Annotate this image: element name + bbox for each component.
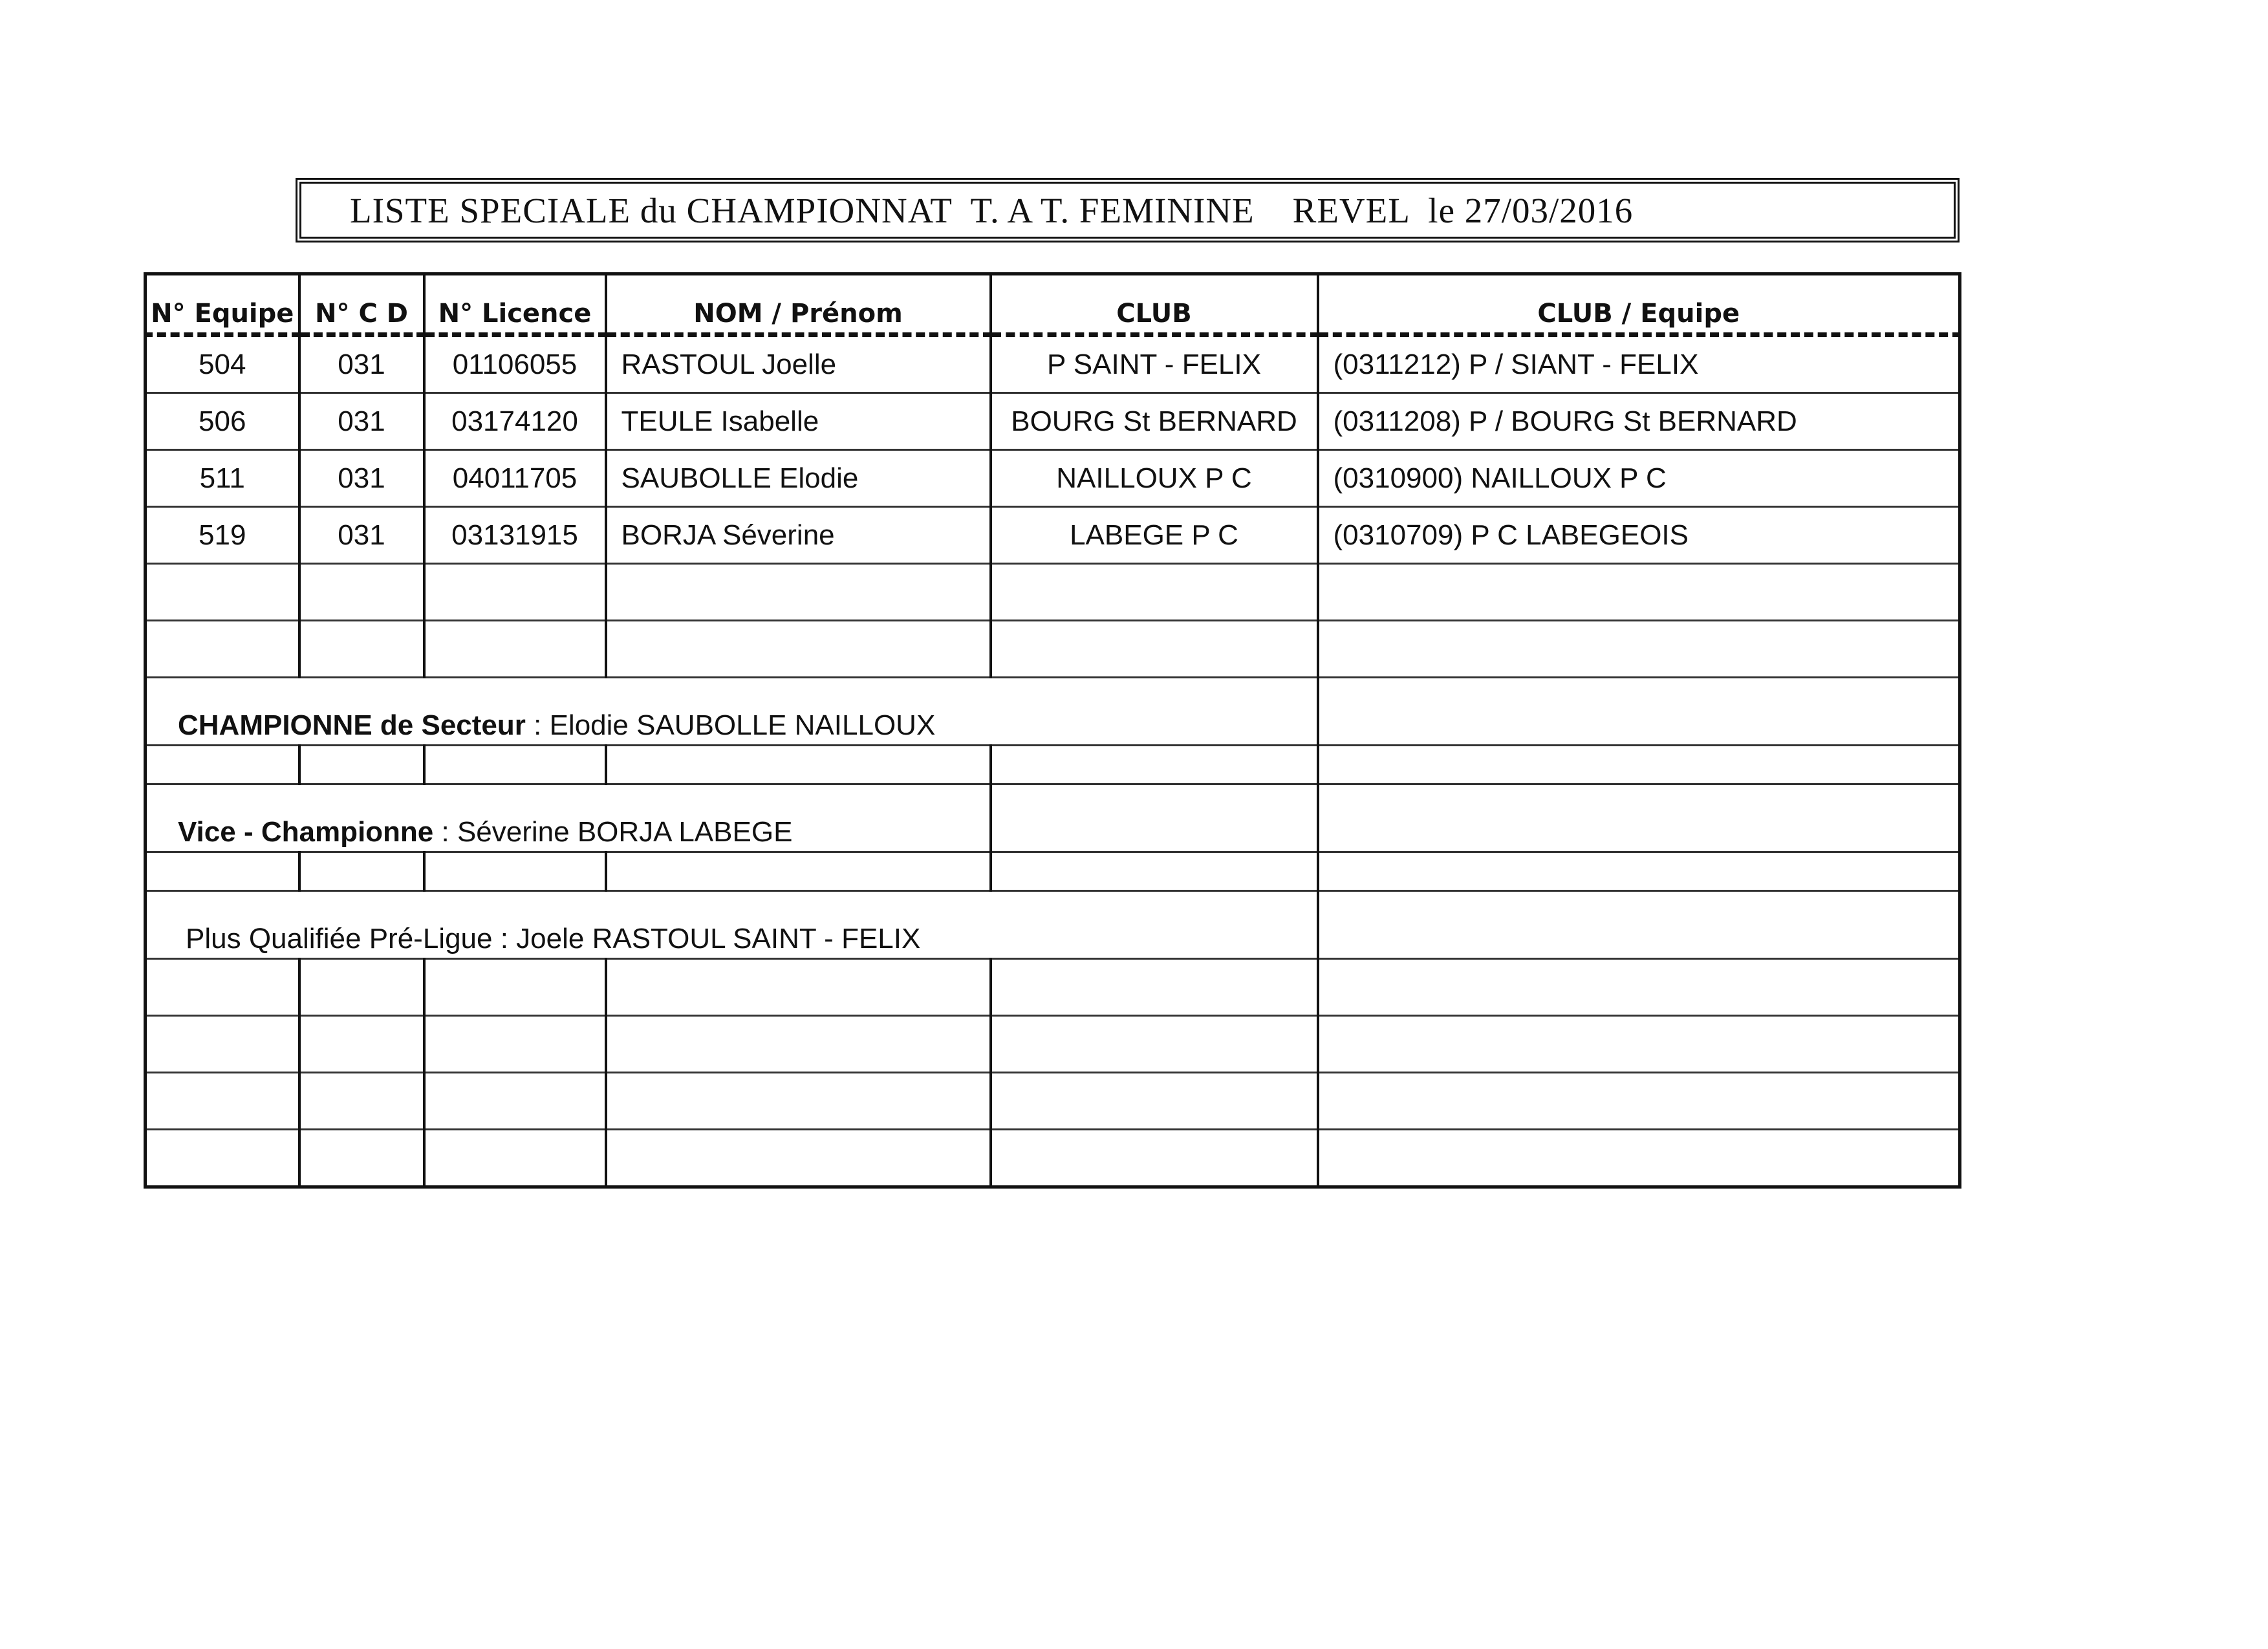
empty-row [146, 746, 1960, 784]
header-club: CLUB [991, 274, 1318, 335]
vice-row [146, 784, 1960, 852]
cell-licence: 01106055 [424, 335, 606, 393]
qualifiee-row [146, 891, 1960, 959]
cell-nom: SAUBOLLE Elodie [606, 450, 991, 507]
cell-equipe: 506 [146, 393, 299, 450]
cell-nom: BORJA Séverine [606, 507, 991, 564]
cell-club: P SAINT - FELIX [991, 335, 1318, 393]
cell-club: NAILLOUX P C [991, 450, 1318, 507]
vice-label: Vice - Championne [178, 816, 434, 848]
header-nom: NOM / Prénom [606, 274, 991, 335]
cell-licence: 04011705 [424, 450, 606, 507]
document-title: LISTE SPECIALE du CHAMPIONNAT T. A T. FEMININE REVEL le 27/03/2016 [350, 190, 1634, 230]
table-row [146, 393, 1960, 450]
empty-row [146, 621, 1960, 678]
cell-equipe: 519 [146, 507, 299, 564]
header-row [146, 274, 1960, 335]
empty-row [146, 959, 1960, 1016]
empty-row [146, 1073, 1960, 1130]
table-row [146, 507, 1960, 564]
header-licence: N° Licence [424, 274, 606, 335]
cell-licence: 03131915 [424, 507, 606, 564]
header-cd: N° C D [299, 274, 424, 335]
championne-row [146, 678, 1960, 746]
cell-equipe: 504 [146, 335, 299, 393]
cell-cd: 031 [299, 507, 424, 564]
cell-equipe: 511 [146, 450, 299, 507]
cell-nom: TEULE Isabelle [606, 393, 991, 450]
cell-club-equipe: (0310900) NAILLOUX P C [1318, 450, 1960, 507]
title-box [296, 178, 1960, 242]
cell-club-equipe: (0310709) P C LABEGEOIS [1318, 507, 1960, 564]
cell-club-equipe: (0311212) P / SIANT - FELIX [1318, 335, 1960, 393]
empty-row [146, 852, 1960, 891]
cell-nom: RASTOUL Joelle [606, 335, 991, 393]
championne-note [146, 678, 1318, 746]
header-equipe: N° Equipe [146, 274, 299, 335]
cell-club: LABEGE P C [991, 507, 1318, 564]
empty-row [146, 1130, 1960, 1187]
cell-cd: 031 [299, 450, 424, 507]
cell-licence: 03174120 [424, 393, 606, 450]
empty-row [146, 1016, 1960, 1073]
table-row [146, 335, 1960, 393]
empty-row [146, 564, 1960, 621]
cell-club-equipe: (0311208) P / BOURG St BERNARD [1318, 393, 1960, 450]
vice-note [146, 784, 991, 852]
table-row [146, 450, 1960, 507]
cell-club: BOURG St BERNARD [991, 393, 1318, 450]
vice-value: : Séverine BORJA LABEGE [433, 816, 793, 848]
championne-value: : Elodie SAUBOLLE NAILLOUX [525, 709, 936, 741]
qualifiee-note: Plus Qualifiée Pré-Ligue : Joele RASTOUL SAINT - FELIX [146, 891, 1318, 959]
championship-table [144, 272, 1961, 1189]
cell-cd: 031 [299, 335, 424, 393]
cell-cd: 031 [299, 393, 424, 450]
championne-label: CHAMPIONNE de Secteur [178, 709, 526, 741]
header-club-equipe: CLUB / Equipe [1318, 274, 1960, 335]
